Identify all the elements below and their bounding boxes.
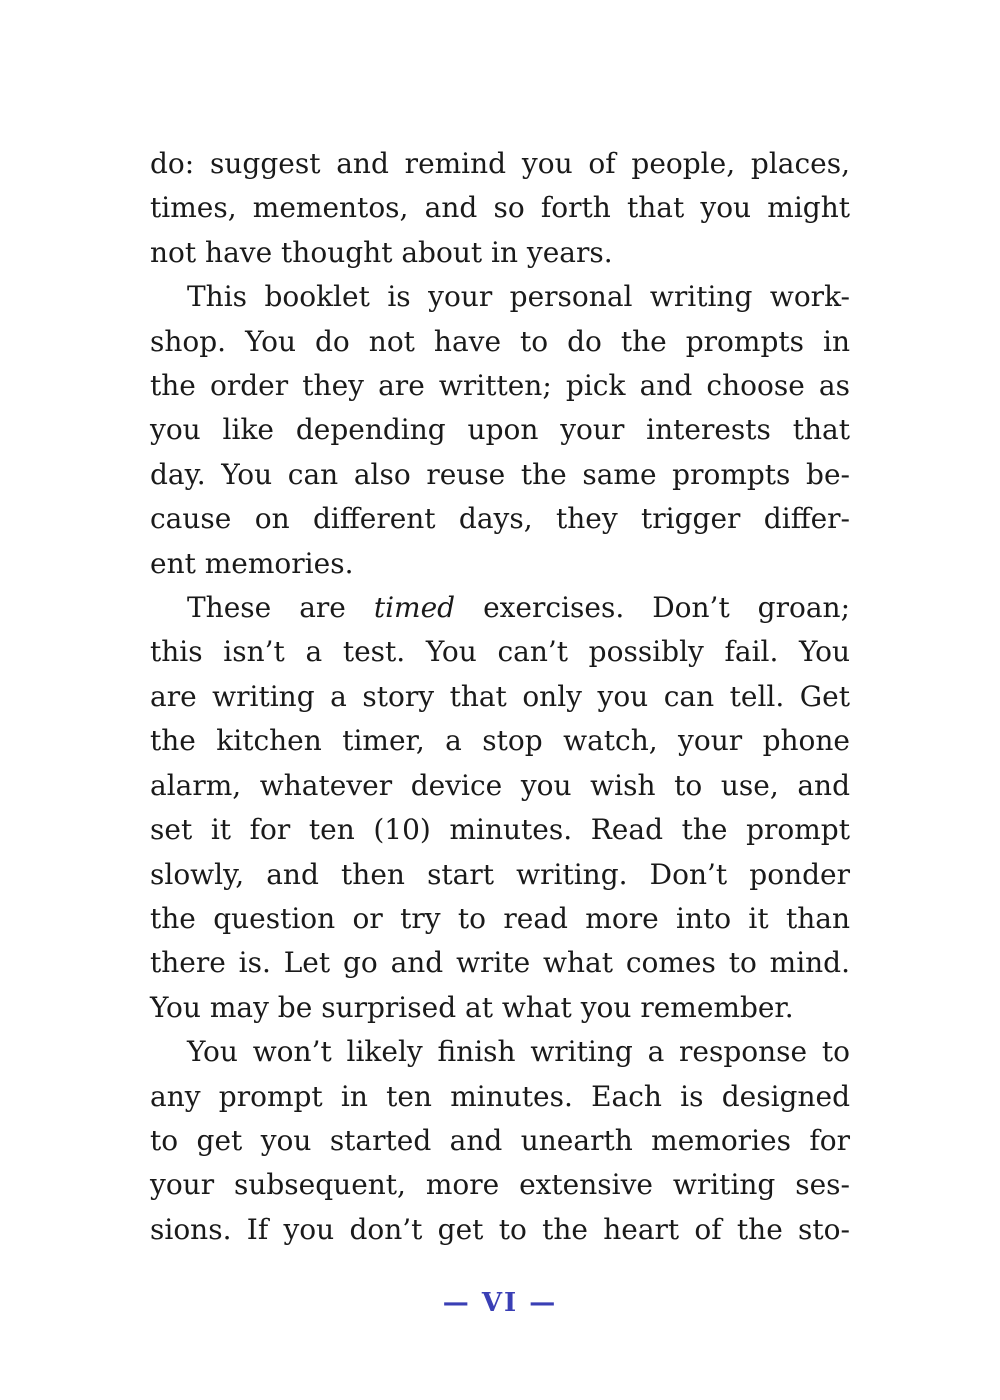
text-line: there is. Let go and write what comes to mind. <box>150 946 850 980</box>
text-line: You may be surprised at what you remember. <box>150 990 794 1024</box>
text-line: you like depending upon your interests that <box>150 413 850 447</box>
text-line: times, mementos, and so forth that you might <box>150 191 850 225</box>
text-line: the kitchen timer, a stop watch, your phone <box>150 724 850 758</box>
text-line: This booklet is your personal writing work- <box>187 280 850 314</box>
body-text <box>150 142 850 1252</box>
text-line: not have thought about in years. <box>150 235 613 269</box>
text-run: exercises. Don’t groan; <box>455 591 851 625</box>
text-run: These are <box>187 591 374 625</box>
text-line <box>150 586 850 630</box>
paragraph-2 <box>150 275 850 586</box>
text-line: your subsequent, more extensive writing ses- <box>150 1168 850 1202</box>
text-line: alarm, whatever device you wish to use, and <box>150 768 850 802</box>
paragraph-3 <box>150 586 850 1030</box>
text-line: sions. If you don’t get to the heart of the sto- <box>150 1212 850 1246</box>
text-line: day. You can also reuse the same prompts be- <box>150 457 850 491</box>
text-line: the question or try to read more into it than <box>150 901 850 935</box>
text-line: any prompt in ten minutes. Each is designed <box>150 1079 850 1113</box>
text-line: do: suggest and remind you of people, places, <box>150 147 850 180</box>
text-line: to get you started and unearth memories for <box>150 1123 850 1157</box>
text-line: are writing a story that only you can tell. Get <box>150 679 850 713</box>
text-line: slowly, and then start writing. Don’t ponder <box>150 857 850 891</box>
text-line: cause on different days, they trigger differ- <box>150 502 850 536</box>
paragraph-4 <box>150 1030 850 1252</box>
text-line: set it for ten (10) minutes. Read the prompt <box>150 813 850 847</box>
text-line: ent memories. <box>150 546 354 580</box>
text-line: You won’t likely finish writing a response to <box>187 1035 850 1069</box>
text-line: shop. You do not have to do the prompts in <box>150 324 850 358</box>
text-line: the order they are written; pick and choose as <box>150 369 850 403</box>
paragraph-1 <box>150 142 850 275</box>
emphasized-word: timed <box>373 591 456 625</box>
text-line: this isn’t a test. You can’t possibly fail. You <box>150 635 850 669</box>
page-number: — VI — <box>442 1288 558 1318</box>
